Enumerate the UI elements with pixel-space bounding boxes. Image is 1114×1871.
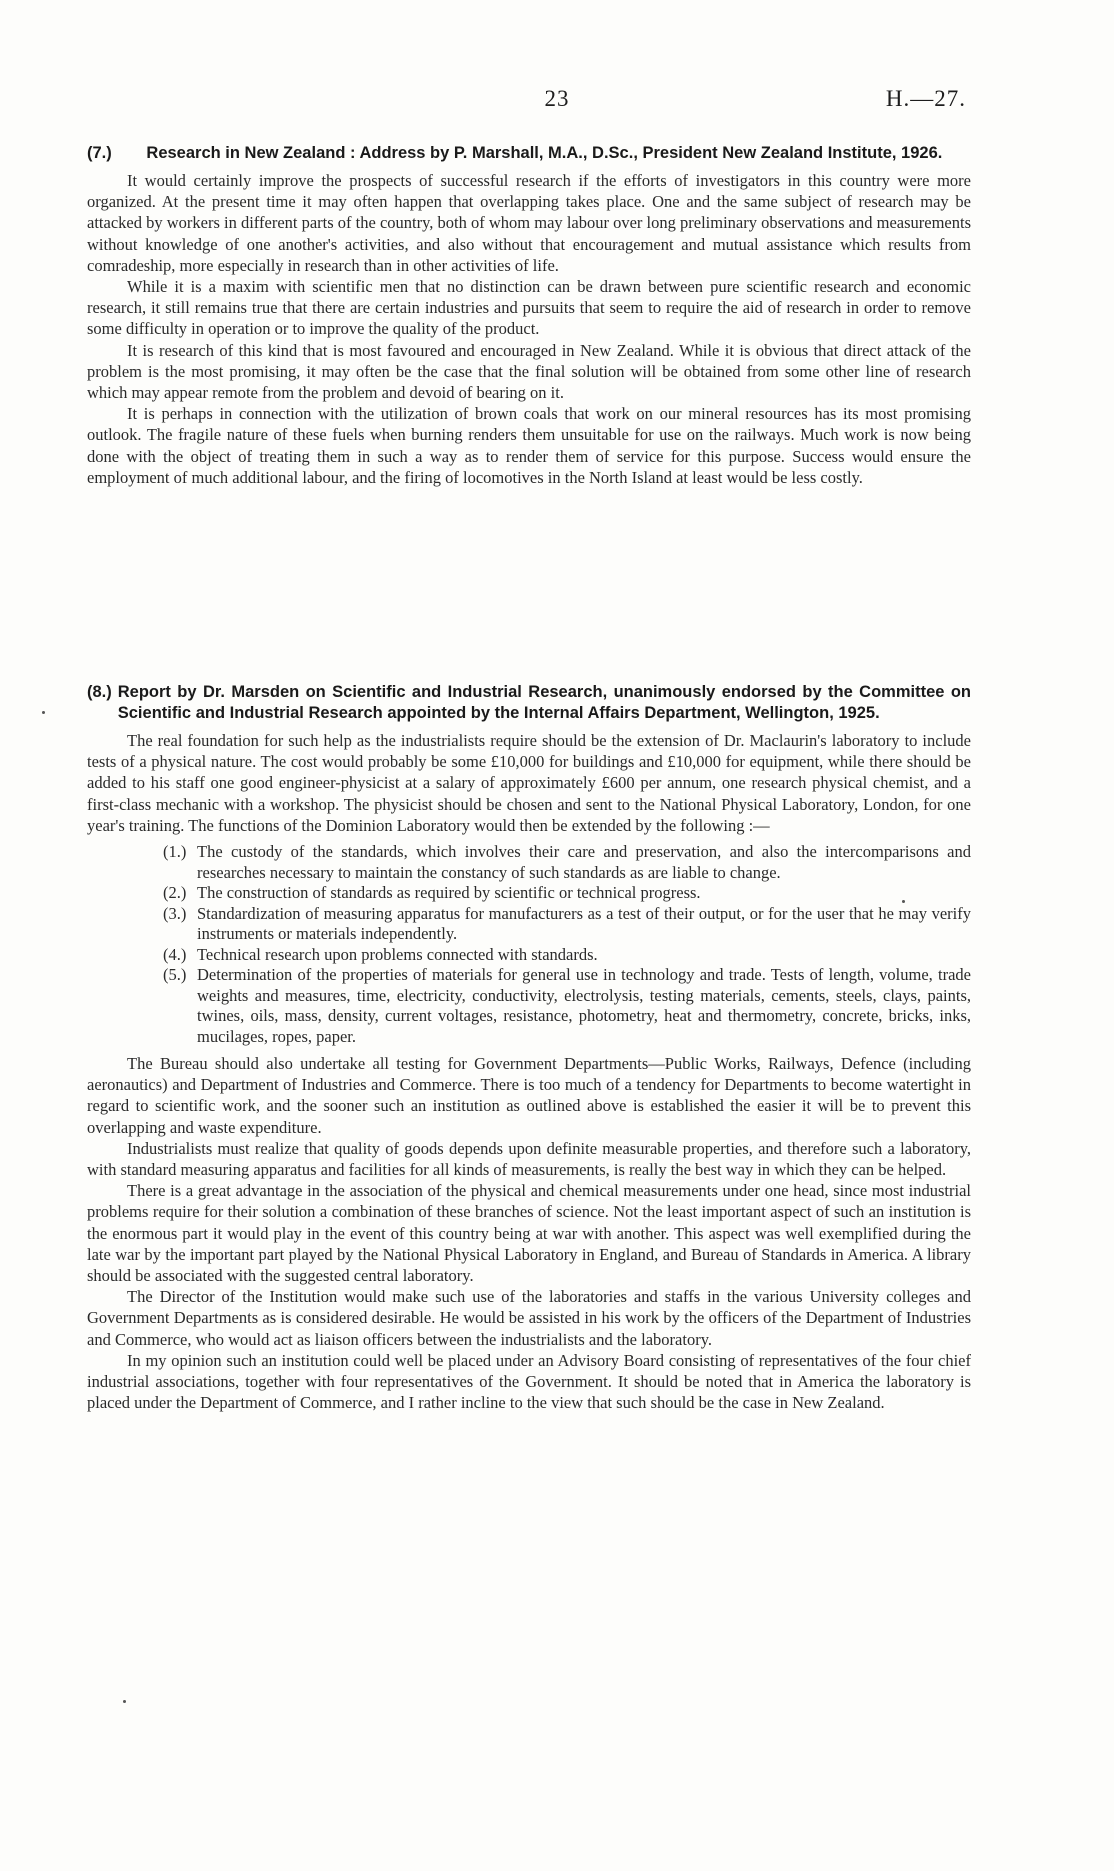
function-number: (3.) <box>163 903 187 923</box>
section-8-paragraph: Industrialists must realize that quality of goods depends upon definite measurable properties, and therefore such a laboratory, with standard measuring apparatus and facilities for all kinds of measurements, is really the best way in which they can be helped. <box>87 1138 971 1180</box>
section-7-heading <box>87 143 971 164</box>
section-8 <box>87 682 971 1413</box>
function-text: Determination of the properties of materials for general use in technology and trade. Tests of length, volume, trade weights and measures, time, electricity, conductivity, electrolysis, testing materials, cements, steels, clays, paints, twines, oils, mass, density, current voltages, resistance, photometry, heat and thermometry, concrete, bricks, inks, mucilages, ropes, paper. <box>197 965 971 1046</box>
section-8-number: (8.) <box>87 683 112 701</box>
document-reference: H.—27. <box>885 86 966 111</box>
section-8-paragraph: The Bureau should also undertake all testing for Government Departments—Public Works, Railways, Defence (including aeronautics) and Department of Industries and Commerce. There is too much of a tendency for Departments to become watertight in regard to scientific work, and the sooner such an institution as outlined above is established the easier it will be to prevent this overlapping and waste expenditure. <box>87 1054 971 1137</box>
section-7-paragraph: It would certainly improve the prospects of successful research if the efforts of investigators in this country were more organized. At the present time it may often happen that overlapping takes place. One and the same subject of research may be attacked by workers in different parts of the country, both of whom may labour over long preliminary observations and measurements without knowledge of one another's activities, and also without that encouragement and mutual assistance which results from comradeship, more especially in research than in other activities of life. <box>87 171 971 275</box>
function-number: (5.) <box>163 965 187 985</box>
section-7-title: Research in New Zealand : Address by P. Marshall, M.A., D.Sc., President New Zealand Institute, 1926. <box>146 144 943 162</box>
section-8-title: Report by Dr. Marsden on Scientific and Industrial Research, unanimously endorsed by the Committee on Scientific and Industrial Research appointed by the Internal Affairs Department, Wellington, 1925. <box>117 683 971 722</box>
function-text: Standardization of measuring apparatus for manufacturers as a test of their output, or for the user that he may verify instruments or materials independently. <box>197 903 971 944</box>
function-item <box>163 904 971 945</box>
function-text: Technical research upon problems connected with standards. <box>197 944 598 964</box>
section-7 <box>87 143 971 488</box>
section-8-paragraph: The Director of the Institution would make such use of the laboratories and staffs in the various University colleges and Government Departments as is considered desirable. He would be assisted in his work by the officers of the Department of Industries and Commerce, who would act as liaison officers between the industrialists and the laboratory. <box>87 1287 971 1349</box>
function-text: The construction of standards as required by scientific or technical progress. <box>197 883 701 903</box>
function-item <box>163 883 971 904</box>
page-number: 23 <box>544 86 570 111</box>
scan-speck <box>123 1700 126 1703</box>
function-number: (4.) <box>163 944 187 964</box>
section-7-paragraph: It is research of this kind that is most favoured and encouraged in New Zealand. While it is obvious that direct attack of the problem is the most promising, it may often be the case that the final solution will be obtained from some other line of research which may appear remote from the problem and devoid of bearing on it. <box>87 340 971 403</box>
section-8-paragraph: There is a great advantage in the association of the physical and chemical measurements under one head, since most industrial problems require for their solution a combination of these branches of science. Not the least important aspect of such an institution is the enormous part it would play in the event of this country being at war with another. This aspect was well exemplified during the late war by the important part played by the National Physical Laboratory in England, and Bureau of Standards in America. A library should be associated with the suggested central laboratory. <box>87 1181 971 1286</box>
function-number: (1.) <box>163 842 187 862</box>
section-7-paragraph: It is perhaps in connection with the utilization of brown coals that work on our mineral resources has its most promising outlook. The fragile nature of these fuels when burning renders them unsuitable for use on the railways. Much work is now being done with the object of treating them in such a way as to render them of service for this purpose. Success would ensure the employment of much additional labour, and the firing of locomotives in the North Island at least would be less costly. <box>87 404 971 487</box>
scan-speck <box>42 711 45 714</box>
section-7-paragraph: While it is a maxim with scientific men that no distinction can be drawn between pure scientific research and economic research, it still remains true that there are certain industries and pursuits that seem to require the aid of research in order to remove some difficulty in operation or to improve the quality of the product. <box>87 277 971 339</box>
section-8-intro: The real foundation for such help as the industrialists require should be the extension of Dr. Maclaurin's laboratory to include tests of a physical nature. The cost would probably be some £10,000 for buildings and £10,000 for equipment, while there should be added to his staff one good engineer-physicist at a salary of approximately £600 per annum, one research physical chemist, and a first-class mechanic with a workshop. The physicist should be chosen and sent to the National Physical Laboratory, London, for one year's training. The functions of the Dominion Laboratory would then be extended by the following :— <box>87 731 971 835</box>
function-text: The custody of the standards, which involves their care and preservation, and also the intercomparisons and researches necessary to maintain the constancy of such standards as are liable to change. <box>197 842 971 882</box>
scan-speck <box>902 900 905 903</box>
section-7-number: (7.) <box>87 144 112 162</box>
function-item <box>163 945 971 966</box>
section-8-paragraph: In my opinion such an institution could well be placed under an Advisory Board consisting of representatives of the four chief industrial associations, together with four representatives of the Government. It should be noted that in America the laboratory is placed under the Department of Commerce, and I rather incline to the view that such should be the case in New Zealand. <box>87 1350 971 1413</box>
function-item <box>163 965 971 1047</box>
function-item <box>163 842 971 883</box>
function-number: (2.) <box>163 883 187 903</box>
functions-list <box>87 842 971 1047</box>
section-8-heading <box>87 682 971 724</box>
